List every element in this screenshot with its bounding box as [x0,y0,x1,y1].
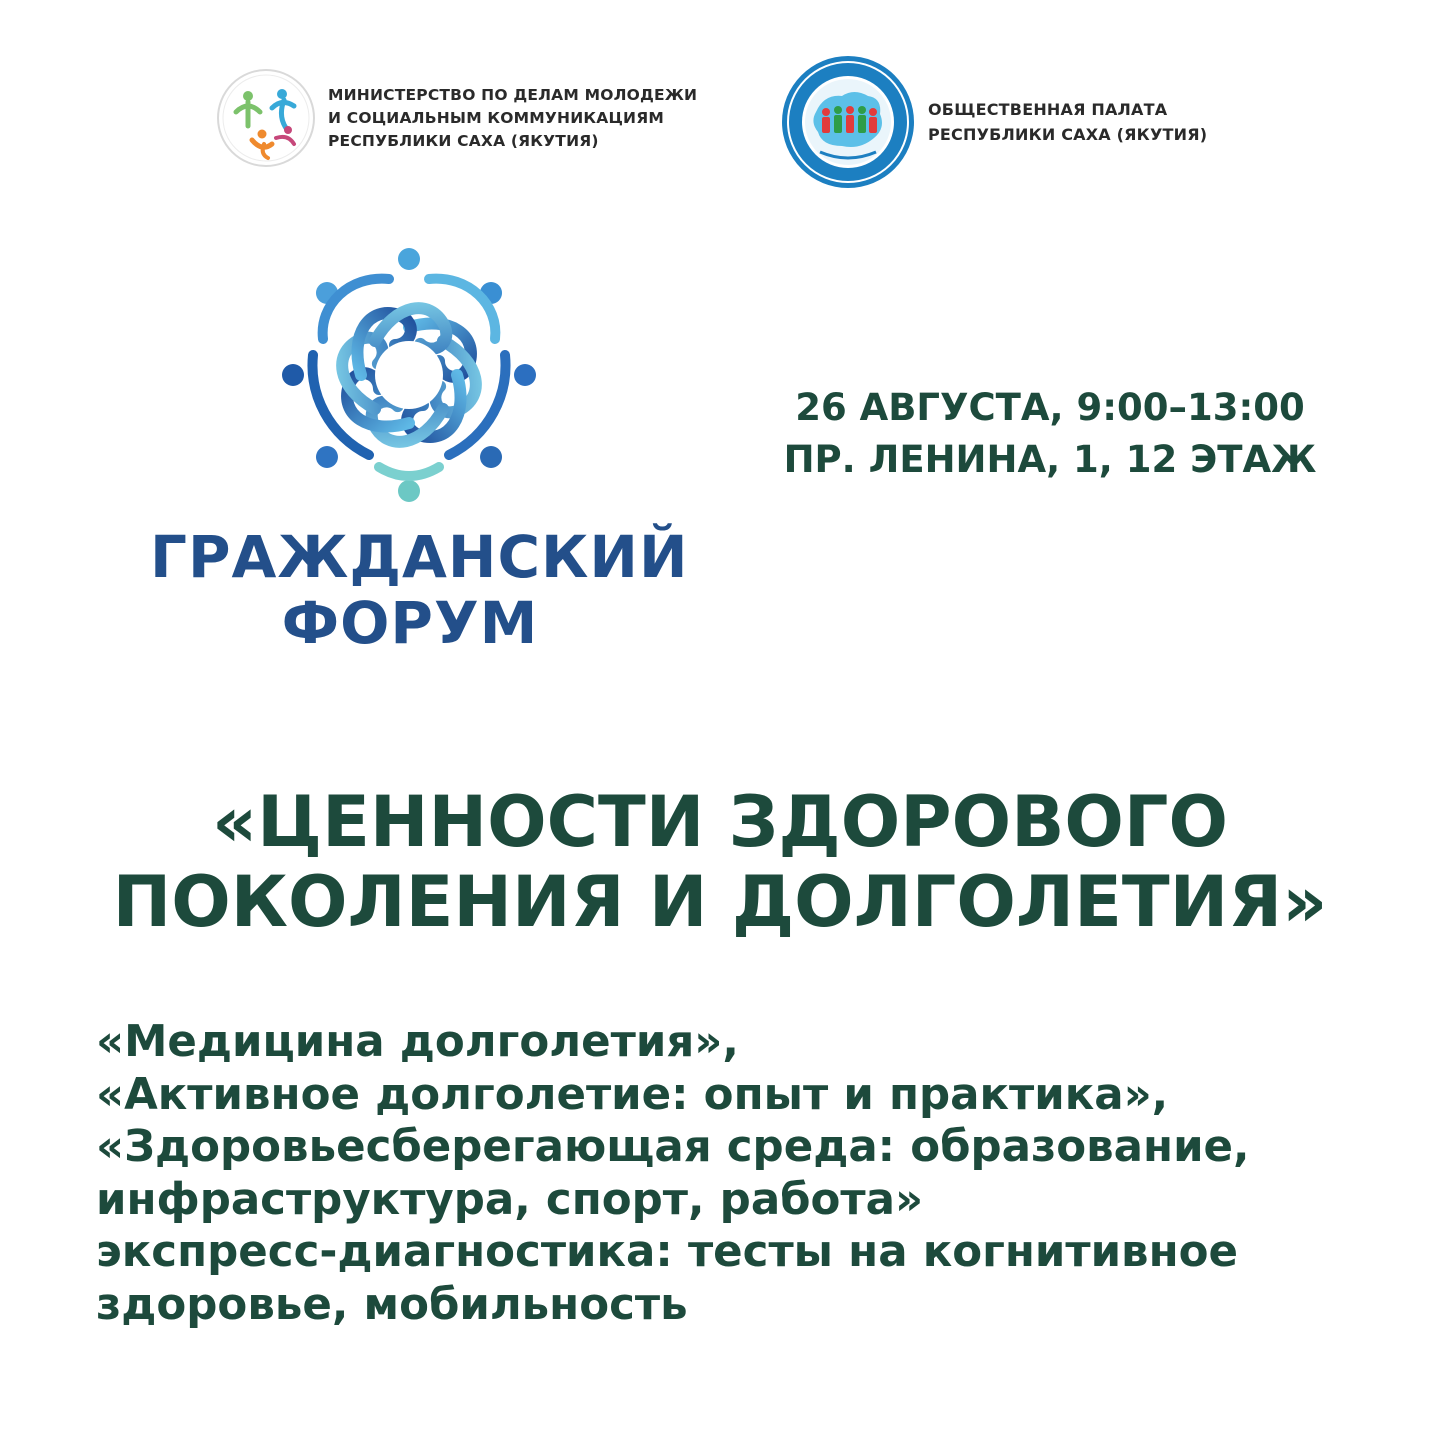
topic-line: экспресс-диагностика: тесты на когнитивное [96,1227,1239,1277]
public-chamber-name-line: РЕСПУБЛИКИ САХА (ЯКУТИЯ) [928,125,1208,144]
main-title [20,782,1420,942]
topic-line: инфраструктура, спорт, работа» [96,1174,924,1225]
public-chamber-name [928,97,1258,147]
event-details [700,382,1400,486]
ministry-name [328,84,758,153]
forum-name [150,523,689,657]
event-date-time: 26 АВГУСТА, 9:00–13:00 [795,386,1305,429]
ministry-name-line: И СОЦИАЛЬНЫМ КОММУНИКАЦИЯМ [328,109,664,127]
public-chamber-name-line: ОБЩЕСТВЕННАЯ ПАЛАТА [928,100,1168,119]
main-title-line: ПОКОЛЕНИЯ И ДОЛГОЛЕТИЯ» [112,861,1328,943]
topic-line: «Здоровьесберегающая среда: образование, [96,1122,1250,1172]
forum-name-line: ГРАЖДАНСКИЙ [150,523,689,591]
event-address: ПР. ЛЕНИНА, 1, 12 ЭТАЖ [783,438,1317,481]
ministry-name-line: МИНИСТЕРСТВО ПО ДЕЛАМ МОЛОДЕЖИ [328,86,698,104]
forum-name-line: ФОРУМ [281,589,539,657]
topic-line: «Активное долголетие: опыт и практика», [96,1069,1169,1120]
ministry-name-line: РЕСПУБЛИКИ САХА (ЯКУТИЯ) [328,132,599,150]
topics-list [96,1016,1426,1331]
main-title-line: «ЦЕННОСТИ ЗДОРОВОГО [211,781,1229,863]
forum-rosette-icon [278,244,540,506]
public-chamber-emblem-icon [780,54,916,190]
topic-line: «Медицина долголетия», [96,1017,739,1067]
topic-line: здоровье, мобильность [96,1279,688,1330]
ministry-emblem-icon [214,64,318,172]
